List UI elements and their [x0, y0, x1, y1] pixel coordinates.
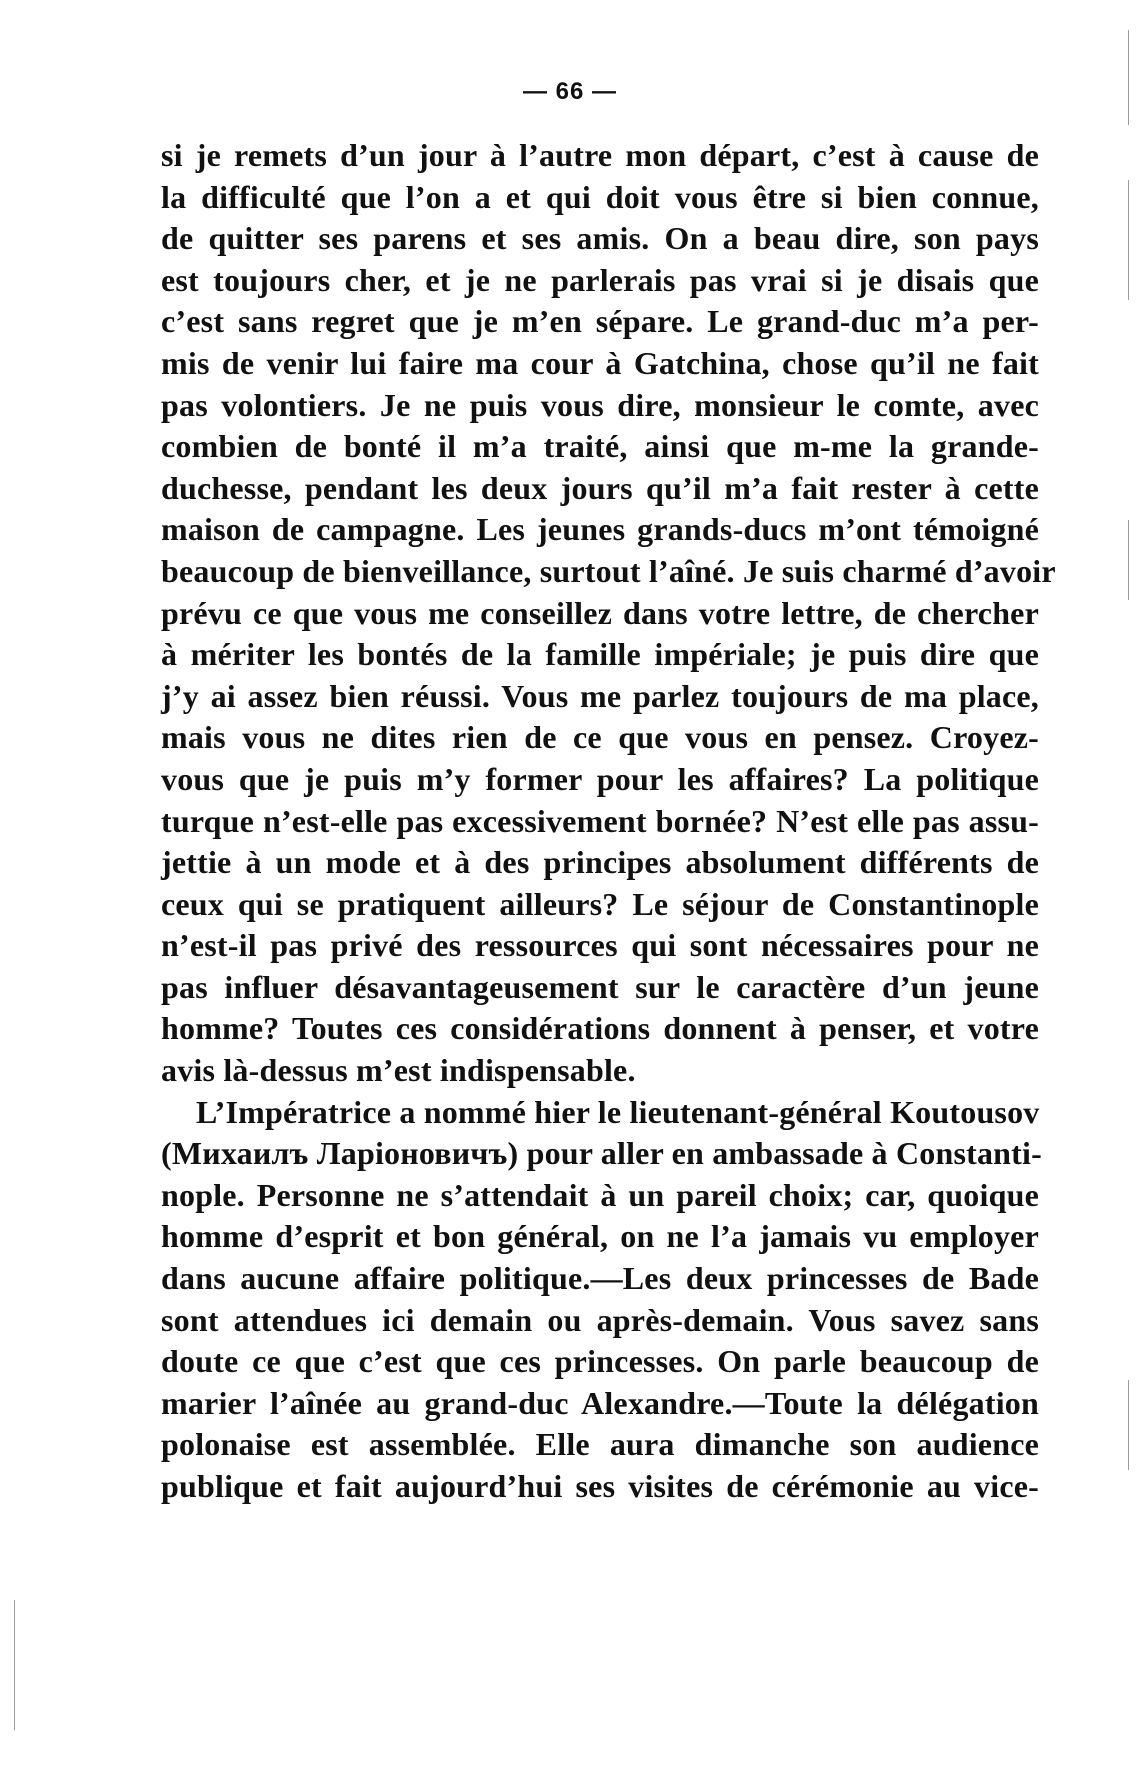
text-line: sont attendues ici demain ou après-demain. Vous savez sans — [161, 1301, 1039, 1338]
text-line: dans aucune affaire politique.—Les deux princesses de Bade — [161, 1260, 1039, 1297]
text-line: combien de bonté il m’a traité, ainsi que m-me la grande- — [161, 428, 1039, 465]
text-line: à mériter les bontés de la famille impériale; je puis dire que — [161, 636, 1039, 673]
text-line: nople. Personne ne s’attendait à un pareil choix; car, quoique — [161, 1176, 1039, 1213]
text-line: vous que je puis m’y former pour les affaires? La politique — [161, 760, 1039, 797]
text-line: turque n’est-elle pas excessivement bornée? N’est elle pas assu- — [161, 802, 1039, 839]
text-line: pas influer désavantageusement sur le caractère d’un jeune — [161, 968, 1039, 1005]
text-line: la difficulté que l’on a et qui doit vous être si bien connue, — [161, 178, 1039, 215]
text-line: duchesse, pendant les deux jours qu’il m’a fait rester à cette — [161, 469, 1039, 506]
text-line: n’est-il pas privé des ressources qui sont nécessaires pour ne — [161, 927, 1039, 964]
scan-edge-line — [1128, 520, 1129, 600]
body-text — [161, 135, 1056, 1508]
text-line: homme? Toutes ces considérations donnent à penser, et votre — [161, 1010, 1039, 1047]
text-line: prévu ce que vous me conseillez dans votre lettre, de chercher — [161, 594, 1039, 631]
text-line: homme d’esprit et bon général, on ne l’a jamais vu employer — [161, 1218, 1039, 1255]
text-line: mais vous ne dites rien de ce que vous en pensez. Croyez- — [161, 719, 1039, 756]
text-line: maison de campagne. Les jeunes grands-ducs m’ont témoigné — [161, 511, 1039, 548]
text-line: j’y ai assez bien réussi. Vous me parlez toujours de ma place, — [161, 677, 1039, 714]
page-number: — 66 — — [522, 78, 618, 105]
text-line: c’est sans regret que je m’en sépare. Le grand-duc m’a per- — [161, 303, 1039, 340]
text-line: pas volontiers. Je ne puis vous dire, monsieur le comte, avec — [161, 386, 1039, 423]
text-line: est toujours cher, et je ne parlerais pas vrai si je disais que — [161, 261, 1039, 298]
text-line: si je remets d’un jour à l’autre mon départ, c’est à cause de — [161, 137, 1039, 173]
text-line: ceux qui se pratiquent ailleurs? Le séjour de Constantinople — [161, 885, 1039, 922]
text-line: avis là-dessus m’est indispensable. — [161, 1052, 636, 1089]
text-line: polonaise est assemblée. Elle aura dimanche son audience — [161, 1426, 1039, 1463]
text-line: mis de venir lui faire ma cour à Gatchina, chose qu’il ne fait — [161, 344, 1039, 381]
scan-edge-line — [14, 1600, 15, 1730]
text-line: L’Impératrice a nommé hier le lieutenant-général Koutousov — [196, 1093, 1040, 1130]
text-line: beaucoup de bienveillance, surtout l’aîné. Je suis charmé d’avoir — [161, 552, 1056, 589]
text-line: doute ce que c’est que ces princesses. On parle beaucoup de — [161, 1343, 1039, 1380]
text-line: de quitter ses parens et ses amis. On a beau dire, son pays — [161, 220, 1039, 257]
text-line: jettie à un mode et à des principes absolument différents de — [161, 844, 1039, 881]
scan-edge-line — [1128, 30, 1129, 125]
scan-edge-line — [1128, 1380, 1129, 1470]
text-line: (Михаилъ Ларіоновичъ) pour aller en ambassade à Constanti- — [161, 1135, 1042, 1172]
text-line: marier l’aînée au grand-duc Alexandre.—Toute la délégation — [161, 1384, 1039, 1421]
text-line: publique et fait aujourd’hui ses visites de cérémonie au vice- — [161, 1468, 1039, 1504]
scan-edge-line — [1128, 180, 1129, 300]
